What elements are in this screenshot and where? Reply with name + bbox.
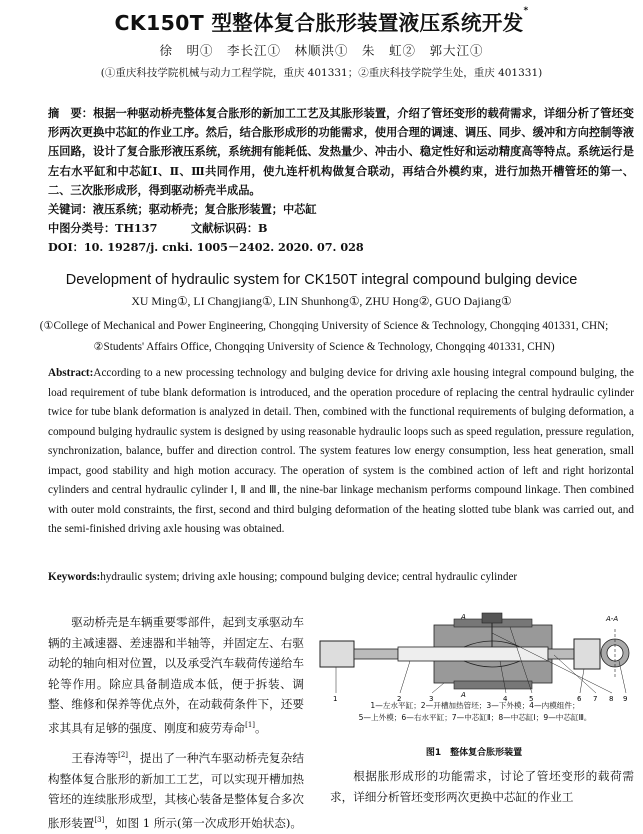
figure-1-drawing <box>314 611 634 743</box>
cn-abstract-text: 根据一种驱动桥壳整体复合胀形的新加工工艺及其胀形装置，介绍了管坯变形的载荷需求，详细分析了管坯变形两次更换中芯缸的作业工序。然后，结合胀形成形的功能需求，使用合理的调速、调压、同步、缓冲和方向控制等液压回路，设计了复合胀形液压系统，系统拥有能耗低、发热量少、冲击小、稳定性好和运动精度高等特点。系统运行是左右水平缸和中芯缸Ⅰ、Ⅱ、Ⅲ共同作用，使九连杆机构做复合联动，再结合外模约束，进行加热开槽管坯的第一、二、三次胀形成形，得到驱动桥壳半成品。 <box>48 106 634 197</box>
paper-title: CK150T 型整体复合胀形装置液压系统开发* <box>114 6 529 35</box>
body-column-left <box>48 612 304 834</box>
en-abstract-label: Abstract: <box>48 367 94 379</box>
body-paragraph-3: 根据胀形成形的功能需求，讨论了管坯变形的载荷需求，详细分析管坯变形两次更换中芯缸的作业工 <box>330 769 634 804</box>
en-keywords <box>48 571 634 583</box>
en-authors: XU Ming①, LI Changjiang①, LIN Shunhong①, ZHU Hong②, GUO Dajiang① <box>131 294 512 308</box>
en-abstract-text: According to a new processing technology and bulging device for driving axle housing integral compound bulging, the load requirement of tube blank deformation is introduced, and the operation procedure of replacing the central hydraulic cylinder twice for tube blank deformation is analyzed in detail. Then, combined with the functional requirements of bulging deformation, a compound bulging hydraulic system is designed by using reasonable hydraulic loops such as speed regulation, pressure regulation, synchronization, balance, buffer and direction control. The system features low energy consumption, less heat generation, small impact, good stability and high motion accuracy. The operation of system is the combined action of left and right horizontal cylinders and central hydraulic cylinder Ⅰ, Ⅱ and Ⅲ, the nine-bar linkage mechanism performs compound linkage. Then combined with outer mold constraints, the first, second and third bulging deformation of the heating slotted tube blank was carried out, and the semi-finished driving axle housing was obtained. <box>48 367 634 535</box>
citation-2: [2] <box>118 751 129 760</box>
section-mark-top: A <box>461 613 466 621</box>
part-number-6: 6 <box>577 695 582 703</box>
cn-abstract-label: 摘 要： <box>48 106 94 120</box>
cn-classification: 中图分类号：TH137 文献标识码：B <box>48 221 268 235</box>
cn-authors: 徐 明① 李长江① 林顺洪① 朱 虹② 郭大江① <box>159 43 484 58</box>
cn-keywords: 关键词：液压系统；驱动桥壳；复合胀形装置；中芯缸 <box>48 202 317 216</box>
part-number-1: 1 <box>333 695 338 703</box>
part-number-2: 2 <box>397 695 402 703</box>
figure-legend-line-2: 5—上外模；6—右水平缸；7—中芯缸Ⅱ；8—中芯缸Ⅰ；9—中芯缸Ⅲ。 <box>358 712 592 722</box>
en-keywords-text: hydraulic system; driving axle housing; compound bulging device; central hydraulic cylinder <box>100 571 518 583</box>
part-number-9: 9 <box>623 695 628 703</box>
part-number-7: 7 <box>593 695 598 703</box>
part-number-8: 8 <box>609 695 614 703</box>
part-number-4: 4 <box>503 695 508 703</box>
en-keywords-label: Keywords: <box>48 571 101 583</box>
citation-3: [3] <box>94 816 105 825</box>
figure-legend-line-1: 1—左水平缸；2—开槽加热管坯；3—下外模；4—内模组件； <box>370 701 580 710</box>
en-affiliation: (①College of Mechanical and Power Engineering, Chongqing University of Science & Technology, Chongqing 401331, CHN; ②Students' Affairs Office, Chongqing University of Science & Technology, Chongqing 401331, CHN) <box>39 320 609 353</box>
citation-1: [1] <box>245 720 256 729</box>
cn-abstract <box>48 104 634 200</box>
part-number-3: 3 <box>429 695 434 703</box>
body-column-right <box>330 766 634 807</box>
part-number-5: 5 <box>529 695 534 703</box>
body-paragraph-2: 王春涛等[2]，提出了一种汽车驱动桥壳复杂结构整体复合胀形的新加工工艺，可以实现开槽加热管坯的连续胀形成型，其核心装备是整体复合多次胀形装置[3]，如图 1 所示(第一次成形开始状态)。 <box>48 751 304 830</box>
cn-affiliation: (①重庆科技学院机械与动力工程学院，重庆 401331；②重庆科技学院学生处，重庆 401331) <box>100 67 543 79</box>
en-title: Development of hydraulic system for CK150T integral compound bulging device <box>65 272 578 288</box>
section-mark-bottom: A <box>461 691 466 699</box>
en-abstract <box>48 364 634 540</box>
figure-caption: 图1 整体复合胀形装置 <box>425 748 523 758</box>
figure-legend <box>322 700 628 723</box>
doi: DOI：10. 19287/j. cnki. 1005－2402. 2020. 07. 028 <box>48 240 364 254</box>
body-paragraph-1: 驱动桥壳是车辆重要零部件，起到支承驱动车辆的主减速器、差速器和半轴等，并固定左、右驱动轮的轴向相对位置，以及承受汽车载荷传递给车轮等作用。除应具备制造成本低，便于拆装、调整、维修和保养等优点外，在动载荷条件下，还要求其具有足够的强度、刚度和疲劳寿命[1]。 <box>48 615 304 735</box>
title-footnote-mark: * <box>523 6 529 16</box>
section-label: A-A <box>606 615 619 623</box>
